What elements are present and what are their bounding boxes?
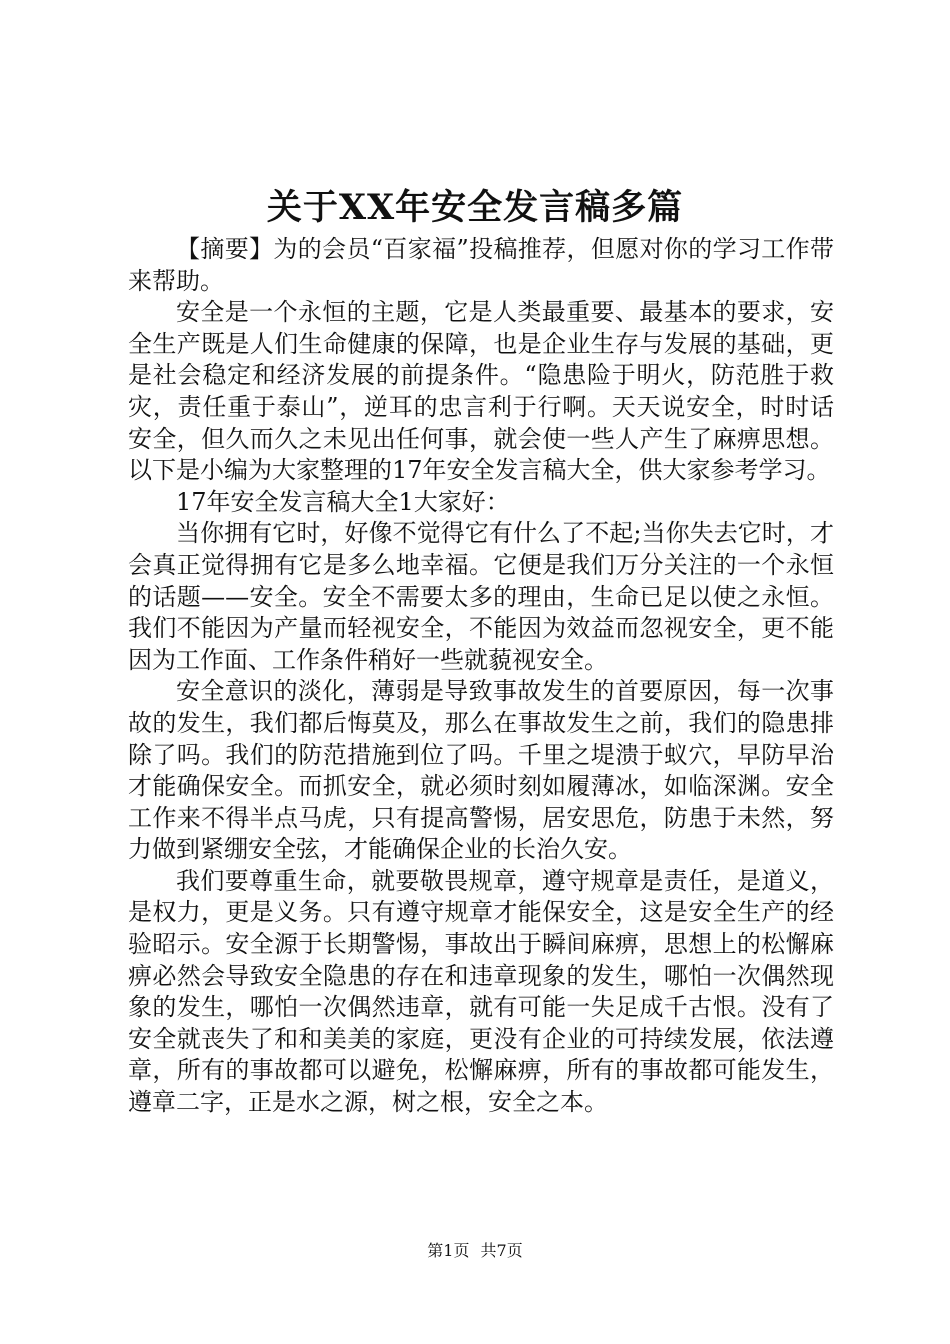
paragraph-abstract: 【摘要】为的会员“百家福”投稿推荐，但愿对你的学习工作带来帮助。 [128,235,834,295]
paragraph-body-2: 安全意识的淡化，薄弱是导致事故发生的首要原因，每一次事故的发生，我们都后悔莫及，那么在事故发生之前，我们的隐患排除了吗。我们的防范措施到位了吗。千里之堤溃于蚁穴，早防早治才能确保安全。而抓安全，就必须时刻如履薄冰，如临深渊。安全工作来不得半点马虎，只有提高警惕，居安思危，防患于未然，努力做到紧绷安全弦，才能确保企业的长治久安。 [128,677,834,864]
page-number: 第1页 [427,1241,470,1260]
document-title: 关于XX年安全发言稿多篇 [266,187,684,228]
paragraph-intro: 安全是一个永恒的主题，它是人类最重要、最基本的要求，安全生产既是人们生命健康的保障，也是企业生存与发展的基础，更是社会稳定和经济发展的前提条件。“隐患险于明火，防范胜于救灾，责任重于泰山”，逆耳的忠言利于行啊。天天说安全，时时话安全，但久而久之未见出任何事，就会使一些人产生了麻痹思想。以下是小编为大家整理的17年安全发言稿大全，供大家参考学习。 [128,298,834,485]
paragraph-body-3: 我们要尊重生命，就要敬畏规章，遵守规章是责任，是道义，是权力，更是义务。只有遵守规章才能保安全，这是安全生产的经验昭示。安全源于长期警惕，事故出于瞬间麻痹，思想上的松懈麻痹必然会导致安全隐患的存在和违章现象的发生，哪怕一次偶然现象的发生，哪怕一次偶然违章，就有可能一失足成千古恨。没有了安全就丧失了和和美美的家庭，更没有企业的可持续发展，依法遵章，所有的事故都可以避免，松懈麻痹，所有的事故都可能发生，遵章二字，正是水之源，树之根，安全之本。 [128,866,834,1117]
page-total: 共7页 [480,1241,523,1260]
document-body [128,234,834,1119]
page-footer [0,1240,950,1262]
paragraph-greeting: 17年安全发言稿大全1大家好： [176,487,510,516]
paragraph-body-1: 当你拥有它时，好像不觉得它有什么了不起;当你失去它时，才会真正觉得拥有它是多么地幸福。它便是我们万分关注的一个永恒的话题——安全。安全不需要太多的理由，生命已足以使之永恒。我们不能因为产量而轻视安全，不能因为效益而忽视安全，更不能因为工作面、工作条件稍好一些就藐视安全。 [128,519,834,674]
